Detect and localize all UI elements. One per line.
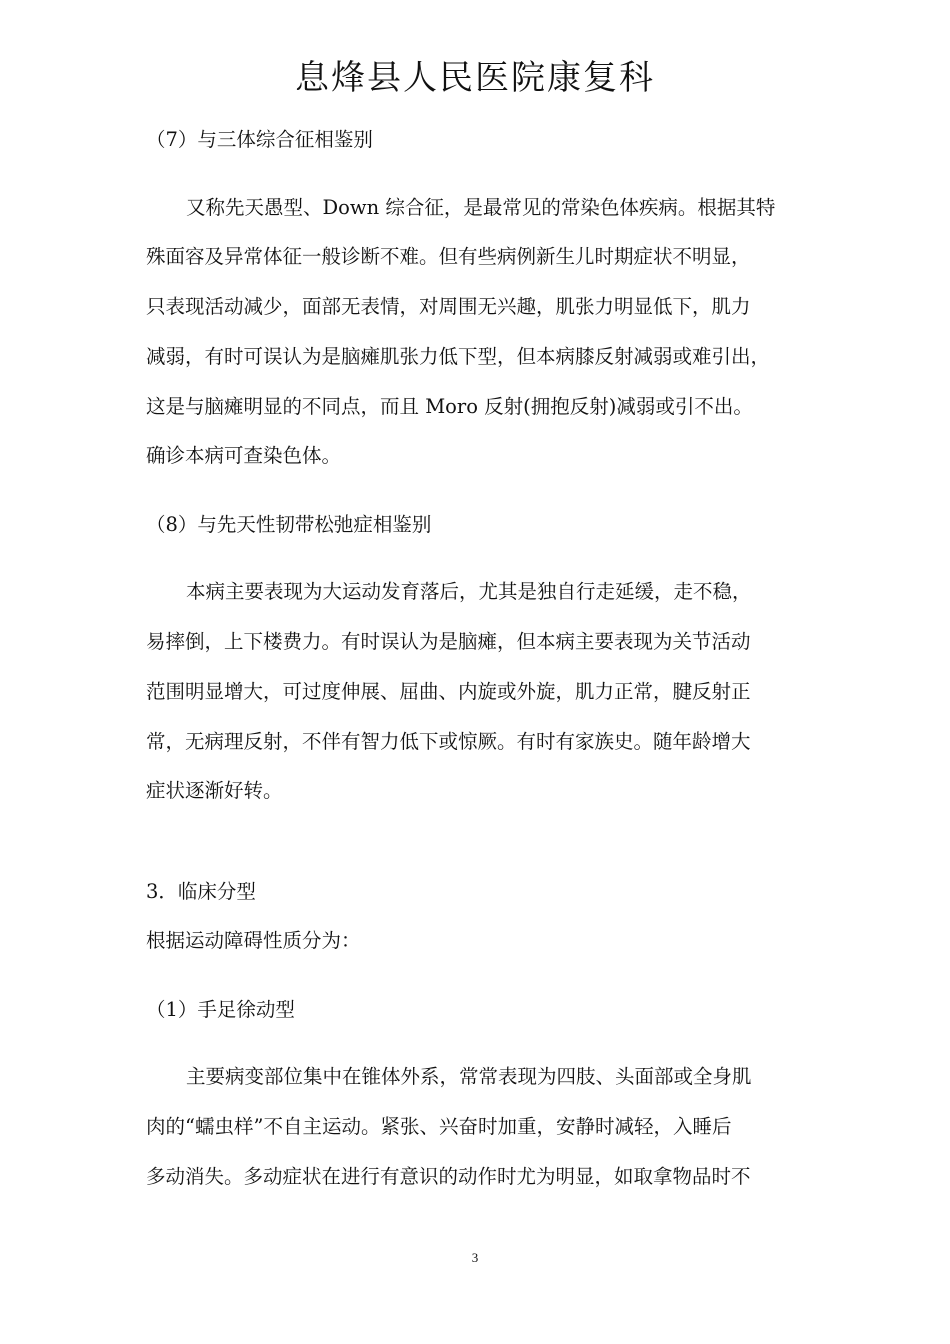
paragraph-line: 范围明显增大，可过度伸展、屈曲、内旋或外旋，肌力正常，腱反射正 <box>146 680 751 703</box>
paragraph-line: 主要病变部位集中在锥体外系，常常表现为四肢、头面部或全身肌 <box>186 1065 752 1088</box>
paragraph-line: 确诊本病可查染色体。 <box>146 444 342 467</box>
paragraph-line: 又称先天愚型、Down 综合征，是最常见的常染色体疾病。根据其特 <box>186 196 776 219</box>
paragraph-line: 只表现活动减少，面部无表情，对周围无兴趣，肌张力明显低下，肌力 <box>146 295 751 318</box>
paragraph-line: 肉的“蠕虫样”不自主运动。紧张、兴奋时加重，安静时减轻，入睡后 <box>146 1115 732 1138</box>
paragraph-line: 常，无病理反射，不伴有智力低下或惊厥。有时有家族史。随年龄增大 <box>146 730 751 753</box>
paragraph-line: 本病主要表现为大运动发育落后，尤其是独自行走延缓，走不稳， <box>186 580 752 603</box>
section-3-intro: 根据运动障碍性质分为： <box>146 929 361 952</box>
paragraph-line: 易摔倒，上下楼费力。有时误认为是脑瘫，但本病主要表现为关节活动 <box>146 630 751 653</box>
subsection-heading-1: （1）手足徐动型 <box>146 998 295 1021</box>
paragraph-line: 症状逐渐好转。 <box>146 779 283 802</box>
page-number: 3 <box>471 1250 479 1265</box>
section-heading-8: （8）与先天性韧带松弛症相鉴别 <box>146 513 432 536</box>
section-heading-7: （7）与三体综合征相鉴别 <box>146 128 373 151</box>
paragraph-line: 多动消失。多动症状在进行有意识的动作时尤为明显，如取拿物品时不 <box>146 1165 751 1188</box>
paragraph-line: 减弱，有时可误认为是脑瘫肌张力低下型，但本病膝反射减弱或难引出， <box>146 345 771 368</box>
paragraph-line: 殊面容及异常体征一般诊断不难。但有些病例新生儿时期症状不明显， <box>146 245 751 268</box>
paragraph-line: 这是与脑瘫明显的不同点，而且 Moro 反射(拥抱反射)减弱或引不出。 <box>146 395 753 418</box>
section-3-heading: 3．临床分型 <box>146 880 256 903</box>
page-title: 息烽县人民医院康复科 <box>295 58 655 98</box>
